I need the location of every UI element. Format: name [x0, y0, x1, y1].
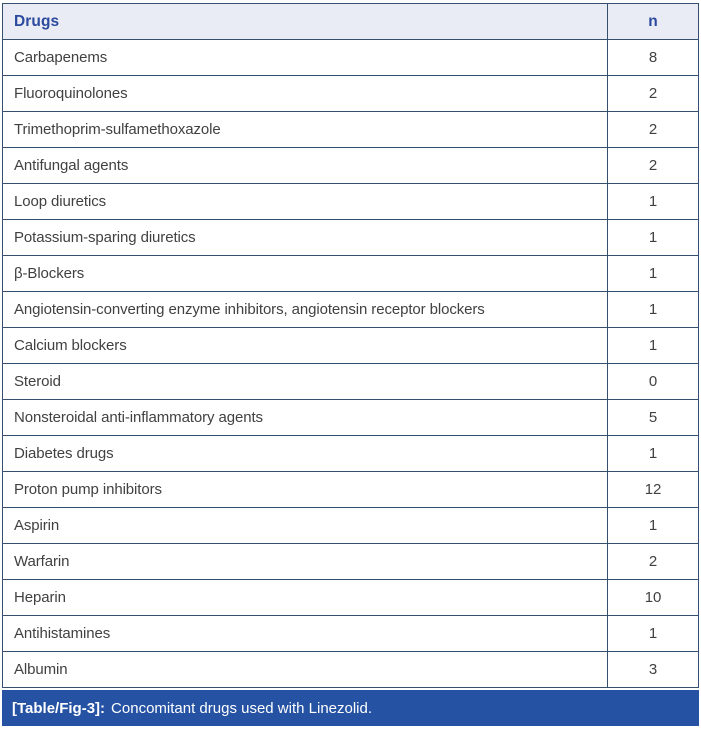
count-cell: 1 — [608, 328, 699, 364]
drug-name-cell: Diabetes drugs — [3, 436, 608, 472]
drug-name-cell: Nonsteroidal anti-inflammatory agents — [3, 400, 608, 436]
count-cell: 0 — [608, 364, 699, 400]
caption-label: [Table/Fig-3]: — [12, 699, 106, 717]
count-cell: 8 — [608, 40, 699, 76]
table-row — [3, 220, 699, 256]
table-row — [3, 364, 699, 400]
count-cell: 1 — [608, 292, 699, 328]
table-body — [3, 40, 699, 688]
table-row — [3, 76, 699, 112]
drug-name-cell: β-Blockers — [3, 256, 608, 292]
count-cell: 1 — [608, 220, 699, 256]
table-row — [3, 184, 699, 220]
drug-name-cell: Heparin — [3, 580, 608, 616]
drug-name-cell: Loop diuretics — [3, 184, 608, 220]
table-caption — [2, 690, 699, 726]
count-cell: 1 — [608, 184, 699, 220]
table-row — [3, 652, 699, 688]
drug-name-cell: Fluoroquinolones — [3, 76, 608, 112]
table-row — [3, 436, 699, 472]
count-cell: 2 — [608, 76, 699, 112]
count-cell: 2 — [608, 148, 699, 184]
count-cell: 2 — [608, 112, 699, 148]
table-row — [3, 112, 699, 148]
count-cell: 10 — [608, 580, 699, 616]
drug-name-cell: Aspirin — [3, 508, 608, 544]
drug-name-cell: Trimethoprim-sulfamethoxazole — [3, 112, 608, 148]
drug-name-cell: Proton pump inhibitors — [3, 472, 608, 508]
count-cell: 3 — [608, 652, 699, 688]
count-cell: 1 — [608, 616, 699, 652]
table-row — [3, 544, 699, 580]
drug-name-cell: Carbapenems — [3, 40, 608, 76]
drug-name-cell: Calcium blockers — [3, 328, 608, 364]
table-head — [3, 4, 699, 40]
table-row — [3, 508, 699, 544]
header-row — [3, 4, 699, 40]
table-row — [3, 616, 699, 652]
table-row — [3, 148, 699, 184]
drug-name-cell: Steroid — [3, 364, 608, 400]
count-cell: 2 — [608, 544, 699, 580]
drug-name-cell: Angiotensin-converting enzyme inhibitors, angiotensin receptor blockers — [3, 292, 608, 328]
table-row — [3, 328, 699, 364]
drug-name-cell: Antifungal agents — [3, 148, 608, 184]
table-row — [3, 400, 699, 436]
table-row — [3, 580, 699, 616]
count-cell: 12 — [608, 472, 699, 508]
drugs-table — [2, 3, 699, 688]
header-drugs: Drugs — [3, 4, 608, 40]
caption-text: Concomitant drugs used with Linezolid. — [111, 699, 373, 717]
table-row — [3, 256, 699, 292]
count-cell: 5 — [608, 400, 699, 436]
drug-name-cell: Antihistamines — [3, 616, 608, 652]
table-row — [3, 40, 699, 76]
header-n: n — [608, 4, 699, 40]
drug-name-cell: Albumin — [3, 652, 608, 688]
drug-name-cell: Warfarin — [3, 544, 608, 580]
count-cell: 1 — [608, 508, 699, 544]
drug-name-cell: Potassium-sparing diuretics — [3, 220, 608, 256]
table-row — [3, 292, 699, 328]
count-cell: 1 — [608, 256, 699, 292]
table-row — [3, 472, 699, 508]
count-cell: 1 — [608, 436, 699, 472]
